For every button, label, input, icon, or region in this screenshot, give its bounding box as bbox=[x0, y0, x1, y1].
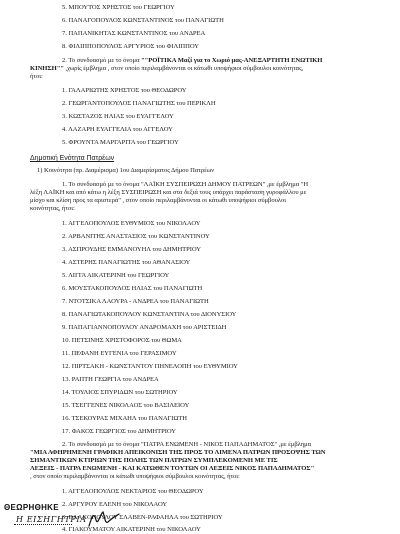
combo-intro-line: ΣΗΜΑΝΤΙΚΩΝ ΚΤΙΡΙΩΝ ΤΗΣ ΠΟΛΗΣ ΤΩΝ ΠΑΤΡΩΝ ΣΥΜΠΛΕΚΟΜΕΝΗ ΜΕ ΤΙΣ bbox=[30, 457, 278, 464]
list-item: 3. ΒΛΑΧΟΠΟΥΛΟΥ ΣΛΑΒΕΝ-ΡΑΦΑΗΛΑ του ΣΩΤΗΡΙΟΥ bbox=[62, 514, 223, 521]
combo-intro-line: κοινότητας, ήτοι: bbox=[30, 205, 75, 212]
list-item: 4. ΛΑΖΑΡΗ ΕΥΑΓΓΕΛΙΑ του ΑΓΓΕΛΟΥ bbox=[62, 126, 173, 133]
combo-intro-line: "ΜΙΑ ΑΦΗΡΗΜΕΝΗ ΓΡΑΦΙΚΗ ΑΠΕΙΚΟΝΙΣΗ ΤΗΣ ΠΡΟΣ ΤΟ ΛΙΜΕΝΑ ΠΑΤΡΩΝ ΠΡΟΣΟΨΗΣ ΤΩΝ bbox=[30, 449, 326, 456]
list-item: 3. ΚΩΣΤΑΖΟΣ ΗΛΙΑΣ του ΕΥΑΓΓΕΛΟΥ bbox=[62, 113, 174, 120]
list-item: 2. ΑΡΓΥΡΟΥ ΕΛΕΝΗ του ΝΙΚΟΛΑΟΥ bbox=[62, 501, 168, 508]
list-item: 1. ΑΓΓΕΛΟΠΟΥΛΟΣ ΝΕΚΤΑΡΙΟΣ του ΘΕΟΔΩΡΟΥ bbox=[62, 488, 204, 495]
list-item: 8. ΠΑΝΑΓΙΩΤΑΚΟΠΟΥΛΟΥ ΚΩΝΣΤΑΝΤΙΝΑ του ΔΙΟΝΥΣΙΟΥ bbox=[62, 311, 237, 318]
list-item: 13. ΡΑΠΤΗ ΓΕΩΡΓΙΑ του ΑΝΔΡΕΑ bbox=[62, 376, 159, 383]
list-item: 4. ΑΣΤΕΡΗΣ ΠΑΝΑΓΙΩΤΗΣ του ΑΘΑΝΑΣΙΟΥ bbox=[62, 259, 191, 266]
list-item: 1. ΑΓΓΕΛΟΠΟΥΛΟΣ ΕΥΘΥΜΙΟΣ του ΝΙΚΟΛΑΟΥ bbox=[62, 220, 201, 227]
list-item: 8. ΦΙΛΙΠΠΟΠΟΥΛΟΣ ΑΡΓΥΡΙΟΣ του ΦΙΛΙΠΠΟΥ bbox=[62, 43, 199, 50]
list-item: 4. ΓΙΑΚΟΥΜΑΤΟΥ ΑΙΚΑΤΕΡΙΝΗ του ΝΙΚΟΛΑΟΥ bbox=[62, 526, 201, 533]
unit-heading: Δημοτική Ενότητα Πατρέων bbox=[30, 155, 115, 162]
list-item: 17. ΦΑΚΟΣ ΓΕΩΡΓΙΟΣ του ΔΗΜΗΤΡΙΟΥ bbox=[62, 428, 176, 435]
list-item: 16. ΤΣΕΚΟΥΡΑΣ ΜΙΧΑΗΛ του ΠΑΝΑΓΙΩΤΗ bbox=[62, 415, 187, 422]
list-item: 6. ΜΟΥΣΤΑΚΟΠΟΥΛΟΣ ΗΛΙΑΣ του ΠΑΝΑΓΙΩΤΗ bbox=[62, 285, 203, 292]
combo-name: ""ΡΟΪΤΙΚΑ Μαζί για το Χωριό μας-ΑΝΕΞΑΡΤΗΤΗ ΕΝΩΤΙΚΗ bbox=[141, 57, 323, 64]
combo-name: ΚΙΝΗΣΗ"" bbox=[30, 65, 64, 72]
list-item: 5. ΜΠΟΥΤΟΣ ΧΡΗΣΤΟΣ του ΓΕΩΡΓΙΟΥ bbox=[62, 4, 175, 11]
list-item: 5. ΦΡΟΥΝΤΑ ΜΑΡΓΑΡΙΤΑ του ΓΕΩΡΓΙΟΥ bbox=[62, 139, 179, 146]
list-item: 9. ΠΑΠΑΓΙΑΝΝΟΠΟΥΛΟΥ ΑΝΔΡΟΜΑΧΗ του ΑΡΙΣΤΕΙΔΗ bbox=[62, 324, 227, 331]
list-item: 3. ΑΣΠΡΟΥΔΗΣ ΕΜΜΑΝΟΥΗΛ του ΔΗΜΗΤΡΙΟΥ bbox=[62, 246, 202, 253]
combo-intro-line: μίσχο και κλίση προς τα αριστερά" , στον οποίο περιλαμβάνονται οι κάτωθι υποψήφιοι σύμβουλοι bbox=[30, 197, 286, 204]
rapporteur-handwriting: Η ΕΙΣΗΓΗΤΡΙΑ bbox=[16, 515, 87, 524]
approval-stamp: ΘΕΩΡΗΘΗΚΕ bbox=[4, 503, 59, 512]
list-item: 7. ΠΑΠΑΝΙΚΗΤΑΣ ΚΩΝΣΤΑΝΤΙΝΟΣ του ΑΝΔΡΕΑ bbox=[62, 30, 206, 37]
combo-intro-line: λέξη ΛΑΪΚΗ και από κάτω η λέξη ΣΥΣΠΕΙΡΩΣΗ και στα δεξιά τους υπάρχει παράσταση γυροφάλλου με bbox=[30, 189, 307, 196]
list-item: 2. ΓΕΩΡΓΑΝΤΟΠΟΥΛΟΣ ΠΑΝΑΓΙΩΤΗΣ του ΠΕΡΙΚΛΗ bbox=[62, 100, 216, 107]
combo-heading-line: ήτοι: bbox=[30, 73, 43, 80]
list-item: 15. ΤΣΕΓΓΕΝΕΣ ΝΙΚΟΛΑΟΣ του ΒΑΣΙΛΕΙΟΥ bbox=[62, 402, 190, 409]
signature-line bbox=[14, 524, 72, 525]
list-item: 7. ΝΤΟΤΣΙΚΑ ΛΑΟΥΡΑ - ΑΝΔΡΕΑ του ΠΑΝΑΓΙΩΤΗ bbox=[62, 298, 209, 305]
list-item: 11. ΠΕΦΑΝΗ ΕΥΓΕΝΙΑ του ΓΕΡΑΣΙΜΟΥ bbox=[62, 350, 177, 357]
combo-intro-line: 2. Το συνδυασμό με το όνομα "ΠΑΤΡΑ ΕΝΩΜΕΝΗ - ΝΙΚΟΣ ΠΑΠΑΔΗΜΑΤΟΣ" ,με έμβλημα bbox=[62, 441, 312, 448]
list-item: 1. ΓΑΛΑΡΙΩΤΗΣ ΧΡΗΣΤΟΣ του ΘΕΟΔΩΡΟΥ bbox=[62, 87, 187, 94]
list-item: 6. ΠΑΝΑΓΟΠΟΥΛΟΣ ΚΩΝΣΤΑΝΤΙΝΟΣ του ΠΑΝΑΓΙΩΤΗ bbox=[62, 17, 224, 24]
combo-heading-line: 2. Το συνδυασμό με το όνομα ""ΡΟΪΤΙΚΑ Μαζί για το Χωριό μας-ΑΝΕΞΑΡΤΗΤΗ ΕΝΩΤΙΚΗ bbox=[62, 57, 323, 64]
signature-mark bbox=[86, 508, 122, 530]
list-item: 10. ΠΕΤΣΙΝΗΣ ΧΡΙΣΤΟΦΟΡΟΣ του ΘΩΜΑ bbox=[62, 337, 182, 344]
combo-intro-line: , στον οποίο περιλαμβάνονται οι κάτωθι υποψήφιοι σύμβουλοι κοινότητας, ήτοι: bbox=[30, 473, 240, 480]
list-item: 12. ΠΙΡΤΣΑΚΗ - ΚΩΝΣΤΑΝΤΟΥ ΠΗΝΕΛΟΠΗ του ΕΥΘΥΜΙΟΥ bbox=[62, 363, 238, 370]
list-item: 2. ΑΡΒΑΝΙΤΗΣ ΑΝΑΣΤΑΣΙΟΣ του ΚΩΝΣΤΑΝΤΙΝΟΥ bbox=[62, 233, 210, 240]
combo-intro-line: 1. Το συνδυασμό με το όνομα "ΛΑΪΚΗ ΣΥΣΠΕΙΡΩΣΗ ΔΗΜΟΥ ΠΑΤΡΕΩΝ" ,με έμβλημα "Η bbox=[62, 181, 309, 188]
combo-heading-line: ΚΙΝΗΣΗ"" ,χωρίς έμβλημα , στον οποίο περιλαμβάνονται οι κάτωθι υποψήφιοι σύμβουλοι κοινότητας, bbox=[30, 65, 304, 72]
list-item: 14. ΤΟΥΛΙΟΣ ΣΠΥΡΙΔΩΝ του ΣΩΤΗΡΙΟΥ bbox=[62, 389, 178, 396]
combo-intro-line: ΛΕΞΕΙΣ - ΠΑΤΡΑ ΕΝΩΜΕΝΗ - ΚΑΙ ΚΑΤΩΘΕΝ ΤΟΥΤΩΝ ΟΙ ΛΕΞΕΙΣ ΝΙΚΟΣ ΠΑΠΑΔΗΜΑΤΟΣ" bbox=[30, 465, 315, 472]
community-heading: 1) Κοινότητα (πρ. Διαμέρισμα) 1ου Διαμερίσματος Δήμου Πατρέων bbox=[37, 167, 215, 174]
list-item: 5. ΛΙΓΓΑ ΑΙΚΑΤΕΡΙΝΗ του ΓΕΩΡΓΙΟΥ bbox=[62, 272, 170, 279]
